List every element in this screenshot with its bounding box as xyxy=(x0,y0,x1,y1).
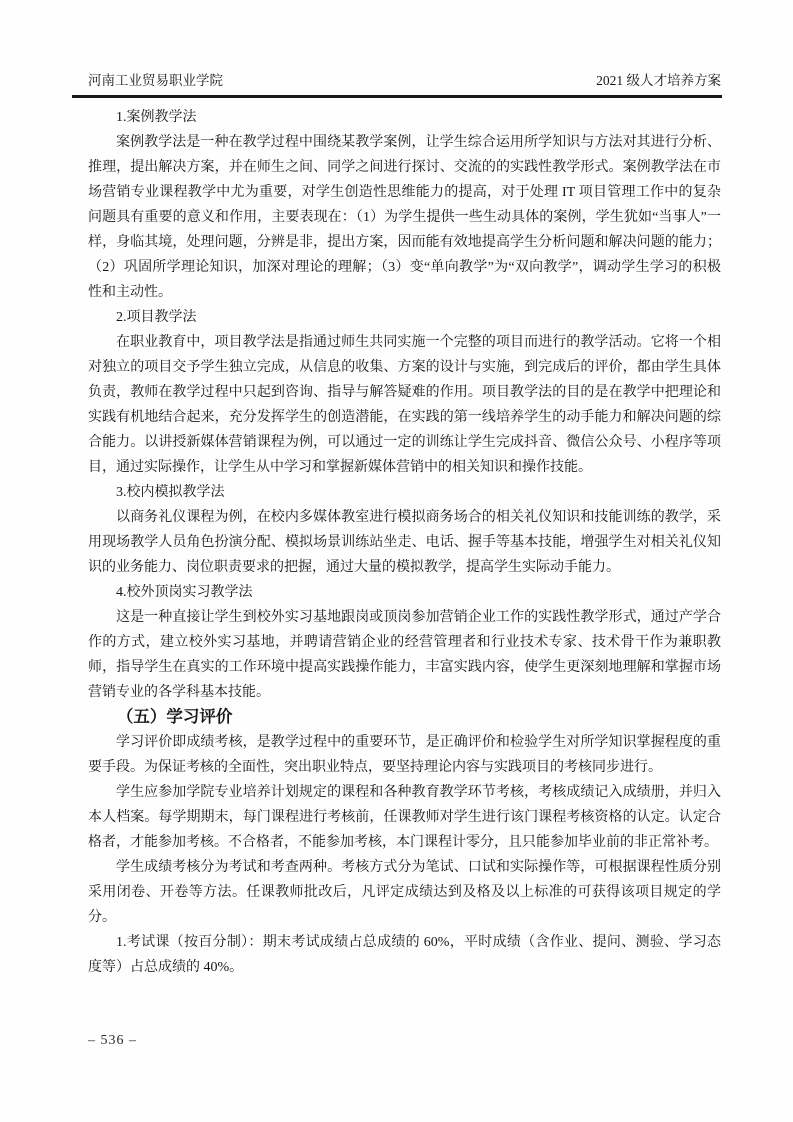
page-number: – 536 – xyxy=(88,1033,137,1048)
subheading-offcampus-internship-method: 4.校外顶岗实习教学法 xyxy=(116,585,253,600)
header-school-name: 河南工业贸易职业学院 xyxy=(88,73,223,88)
page-header xyxy=(88,72,721,90)
para-assessment-eligibility: 学生应参加学院专业培养计划规定的课程和各种教育教学环节考核，考核成绩记入成绩册，并归入本人档案。每学期期末，每门课程进行考核前，任课教师对学生进行该门课程考核资格的认定。认定合格者，才能参加考核。不合格者，不能参加考核，本门课程计零分，且只能参加毕业前的非正常补考。 xyxy=(88,785,721,850)
subheading-case-teaching-method: 1.案例教学法 xyxy=(116,110,197,125)
para-assessment-types: 学生成绩考核分为考试和考查两种。考核方式分为笔试、口试和实际操作等，可根据课程性质分别采用闭卷、开卷等方法。任课教师批改后，凡评定成绩达到及格及以上标准的可获得该项目规定的学分。 xyxy=(88,860,721,925)
section-heading-learning-evaluation: （五）学习评价 xyxy=(116,708,233,726)
subheading-campus-simulation-method: 3.校内模拟教学法 xyxy=(116,485,225,500)
header-rule xyxy=(72,95,722,98)
para-campus-simulation-method: 以商务礼仪课程为例，在校内多媒体教室进行模拟商务场合的相关礼仪知识和技能训练的教学，采用现场教学人员角色扮演分配、模拟场景训练站坐走、电话、握手等基本技能，增强学生对相关礼仪知识的业务能力、岗位职责要求的把握，通过大量的模拟教学，提高学生实际动手能力。 xyxy=(88,510,721,575)
document-body xyxy=(88,105,721,980)
para-case-teaching-method: 案例教学法是一种在教学过程中围绕某教学案例，让学生综合运用所学知识与方法对其进行分析、推理，提出解决方案，并在师生之间、同学之间进行探讨、交流的的实践性教学形式。案例教学法在市场营销专业课程教学中尤为重要，对学生创造性思维能力的提高，对于处理 IT 项目管理工作中的复杂问题具有重要的意义和作用，主要表现在：（1）为学生提供一些生动具体的案例，学生犹如“当事人”一样，身临其境，处理问题，分辨是非，提出方案，因而能有效地提高学生分析问题和解决问题的能力；（2）巩固所学理论知识，加深对理论的理解；（3）变“单向教学”为“双向教学”，调动学生学习的积极性和主动性。 xyxy=(88,135,721,300)
para-learning-evaluation-intro: 学习评价即成绩考核，是教学过程中的重要环节，是正确评价和检验学生对所学知识掌握程度的重要手段。为保证考核的全面性，突出职业特点，要坚持理论内容与实践项目的考核同步进行。 xyxy=(88,735,721,775)
header-doc-title: 2021 级人才培养方案 xyxy=(596,73,721,88)
para-project-teaching-method: 在职业教育中，项目教学法是指通过师生共同实施一个完整的项目而进行的教学活动。它将一个相对独立的项目交予学生独立完成，从信息的收集、方案的设计与实施，到完成后的评价，都由学生具体负责，教师在教学过程中只起到咨询、指导与解答疑难的作用。项目教学法的目的是在教学中把理论和实践有机地结合起来，充分发挥学生的创造潜能，在实践的第一线培养学生的动手能力和解决问题的综合能力。以讲授新媒体营销课程为例，可以通过一定的训练让学生完成抖音、微信公众号、小程序等项目，通过实际操作，让学生从中学习和掌握新媒体营销中的相关知识和操作技能。 xyxy=(88,335,721,475)
para-offcampus-internship-method: 这是一种直接让学生到校外实习基地跟岗或顶岗参加营销企业工作的实践性教学形式，通过产学合作的方式，建立校外实习基地，并聘请营销企业的经营管理者和行业技术专家、技术骨干作为兼职教师，指导学生在真实的工作环境中提高实践操作能力，丰富实践内容，使学生更深刻地理解和掌握市场营销专业的各学科基本技能。 xyxy=(88,610,721,700)
page-footer xyxy=(88,1031,137,1051)
subheading-project-teaching-method: 2.项目教学法 xyxy=(116,310,197,325)
para-exam-course-grading: 1.考试课（按百分制）：期末考试成绩占总成绩的 60%，平时成绩（含作业、提问、测验、学习态度等）占总成绩的 40%。 xyxy=(88,935,721,975)
